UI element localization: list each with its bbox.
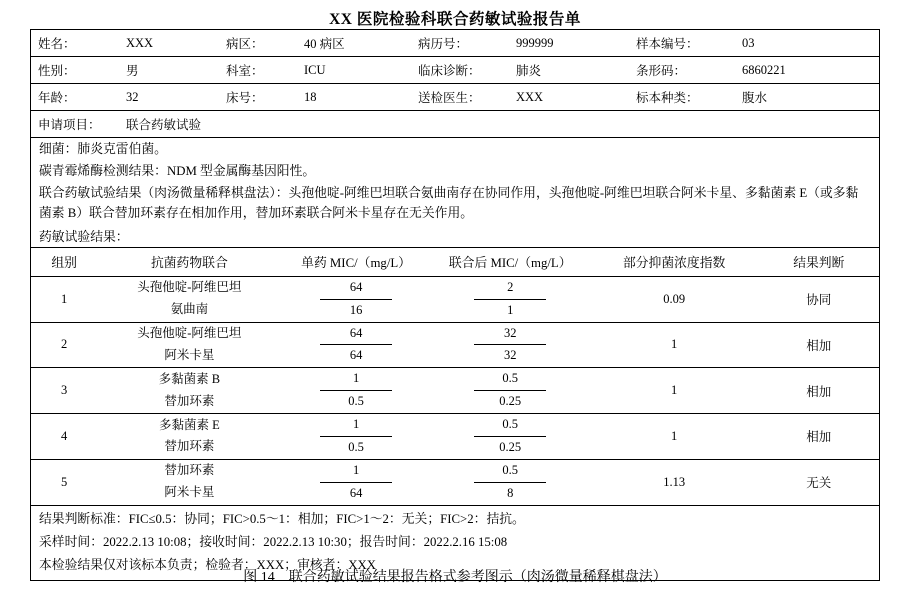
field-label-department: 科室： [219,57,297,84]
mic-combo-2: 8 [507,485,514,500]
mic-single-1: 1 [320,460,392,483]
field-value-name: XXX [119,30,219,57]
results-section-label: 药敏试验结果： [39,229,129,244]
col-header-drugs: 抗菌药物联合 [97,248,281,277]
field-label-specimen-type: 标本种类： [629,84,735,111]
mic-single-1: 64 [320,277,392,300]
cell-mic-combo [431,368,590,414]
cell-mic-single [281,414,430,460]
table-row [31,459,879,505]
mic-single-2: 0.5 [348,394,364,409]
mic-single-2: 16 [349,302,363,317]
field-label-barcode: 条形码： [629,57,735,84]
mic-single-1: 1 [320,414,392,437]
field-value-specimen-type: 腹水 [735,84,879,111]
col-header-fic: 部分抑菌浓度指数 [590,248,759,277]
cell-mic-combo [431,414,590,460]
criteria-note: 结果判断标准：FIC≤0.5：协同；FIC>0.5～1：相加；FIC>1～2：无关；FIC>2：拮抗。 [39,511,525,526]
mic-single-1: 1 [320,368,392,391]
cell-mic-single [281,276,430,322]
mic-combo-2: 1 [507,302,514,317]
field-label-name: 姓名： [31,30,119,57]
field-value-diagnosis: 肺炎 [509,57,629,84]
page-title: XX 医院检验科联合药敏试验报告单 [329,11,581,28]
mic-combo-1: 0.5 [474,368,546,391]
field-value-department: ICU [297,57,411,84]
cell-group: 5 [61,474,68,489]
field-label-ward: 病区： [219,30,297,57]
field-value-sample-no: 03 [735,30,879,57]
mic-combo-1: 0.5 [474,414,546,437]
cell-fic: 1 [671,428,678,443]
field-value-apply-item: 联合药敏试验 [119,111,879,138]
cell-fic: 1 [671,383,678,398]
field-label-bed-no: 床号： [219,84,297,111]
cell-judgement: 相加 [806,338,832,353]
field-label-apply-item: 申请项目： [31,111,119,138]
cell-fic: 0.09 [663,291,686,306]
table-row [31,276,879,322]
field-value-ward: 40 病区 [297,30,411,57]
drug-name-1: 头孢他啶-阿维巴坦 [137,326,242,340]
combo-result-paragraph: 联合药敏试验结果（肉汤微量稀释棋盘法）：头孢他啶-阿维巴坦联合氨曲南存在协同作用，头孢他啶-阿维巴坦联合阿米卡星、多黏菌素 E（或多黏菌素 B）联合替加环素存在相加作用，替加环素联合阿米卡星存在无关作用。 [39,186,859,220]
figure-caption: 图 14 联合药敏试验结果报告格式参考图示（肉汤微量稀释棋盘法） [243,570,667,585]
results-table [31,248,879,506]
cell-group: 1 [61,291,68,306]
table-row [31,30,879,57]
drug-name-1: 多黏菌素 B [158,371,221,386]
drug-name-2: 阿米卡星 [164,485,215,500]
table-row [31,84,879,111]
drug-name-1: 替加环素 [164,463,215,478]
cell-mic-single [281,459,430,505]
timestamps-note: 采样时间：2022.2.13 10:08；接收时间：2022.2.13 10:30；报告时间：2022.2.16 15:08 [39,534,508,549]
field-label-doctor: 送检医生： [411,84,509,111]
cell-drugs [97,414,281,460]
bacteria-line [31,138,879,162]
cell-fic: 1 [671,337,678,352]
field-value-age: 32 [119,84,219,111]
cell-judgement: 协同 [806,293,832,308]
mic-single-2: 0.5 [348,439,364,454]
mic-combo-2: 32 [503,348,517,363]
table-row [31,414,879,460]
drug-name-2: 替加环素 [164,393,215,408]
col-header-judgement: 结果判断 [759,248,879,277]
carbapenemase-line: 碳青霉烯酶检测结果：NDM 型金属酶基因阳性。 [39,164,316,179]
cell-drugs [97,276,281,322]
cell-drugs [97,459,281,505]
drug-name-2: 阿米卡星 [164,347,215,362]
field-label-sex: 性别： [31,57,119,84]
field-value-bed-no: 18 [297,84,411,111]
cell-fic: 1.13 [663,474,686,489]
cell-judgement: 相加 [806,384,832,399]
report-frame [30,29,880,581]
drug-name-2: 替加环素 [164,439,215,454]
cell-judgement: 相加 [806,430,832,445]
cell-mic-combo [431,459,590,505]
cell-mic-combo [431,322,590,368]
table-row [31,111,879,138]
table-row [31,368,879,414]
mic-single-1: 64 [320,323,392,346]
col-header-mic-single: 单药 MIC/（mg/L） [281,248,430,277]
field-label-record-no: 病历号： [411,30,509,57]
mic-combo-1: 32 [474,323,546,346]
field-value-record-no: 999999 [509,30,629,57]
field-label-diagnosis: 临床诊断： [411,57,509,84]
mic-combo-2: 0.25 [499,439,522,454]
cell-drugs [97,368,281,414]
table-row [31,322,879,368]
field-value-doctor: XXX [509,84,629,111]
mic-combo-1: 0.5 [474,460,546,483]
cell-mic-single [281,368,430,414]
cell-group: 3 [61,383,68,398]
cell-mic-single [281,322,430,368]
disclaimer-note: 本检验结果仅对该标本负责；检验者：XXX；审核者：XXX [39,557,376,572]
field-label-age: 年龄： [31,84,119,111]
col-header-group: 组别 [31,248,97,277]
mic-single-2: 64 [349,485,363,500]
mic-combo-1: 2 [474,277,546,300]
drug-name-1: 头孢他啶-阿维巴坦 [137,280,242,295]
cell-group: 4 [61,428,68,443]
bacteria-label: 细菌： [39,142,78,156]
field-value-barcode: 6860221 [735,57,879,84]
drug-name-2: 氨曲南 [170,302,209,317]
col-header-mic-combo: 联合后 MIC/（mg/L） [431,248,590,277]
field-label-sample-no: 样本编号： [629,30,735,57]
cell-judgement: 无关 [806,476,832,491]
mic-combo-2: 0.25 [499,394,522,409]
patient-info-table [31,30,879,138]
table-header-row [31,248,879,277]
field-value-sex: 男 [119,57,219,84]
cell-mic-combo [431,276,590,322]
bacteria-value: 肺炎克雷伯菌。 [77,142,167,156]
drug-name-1: 多黏菌素 E [158,417,220,432]
mic-single-2: 64 [349,348,363,363]
table-row [31,57,879,84]
cell-group: 2 [61,337,68,352]
cell-drugs [97,322,281,368]
